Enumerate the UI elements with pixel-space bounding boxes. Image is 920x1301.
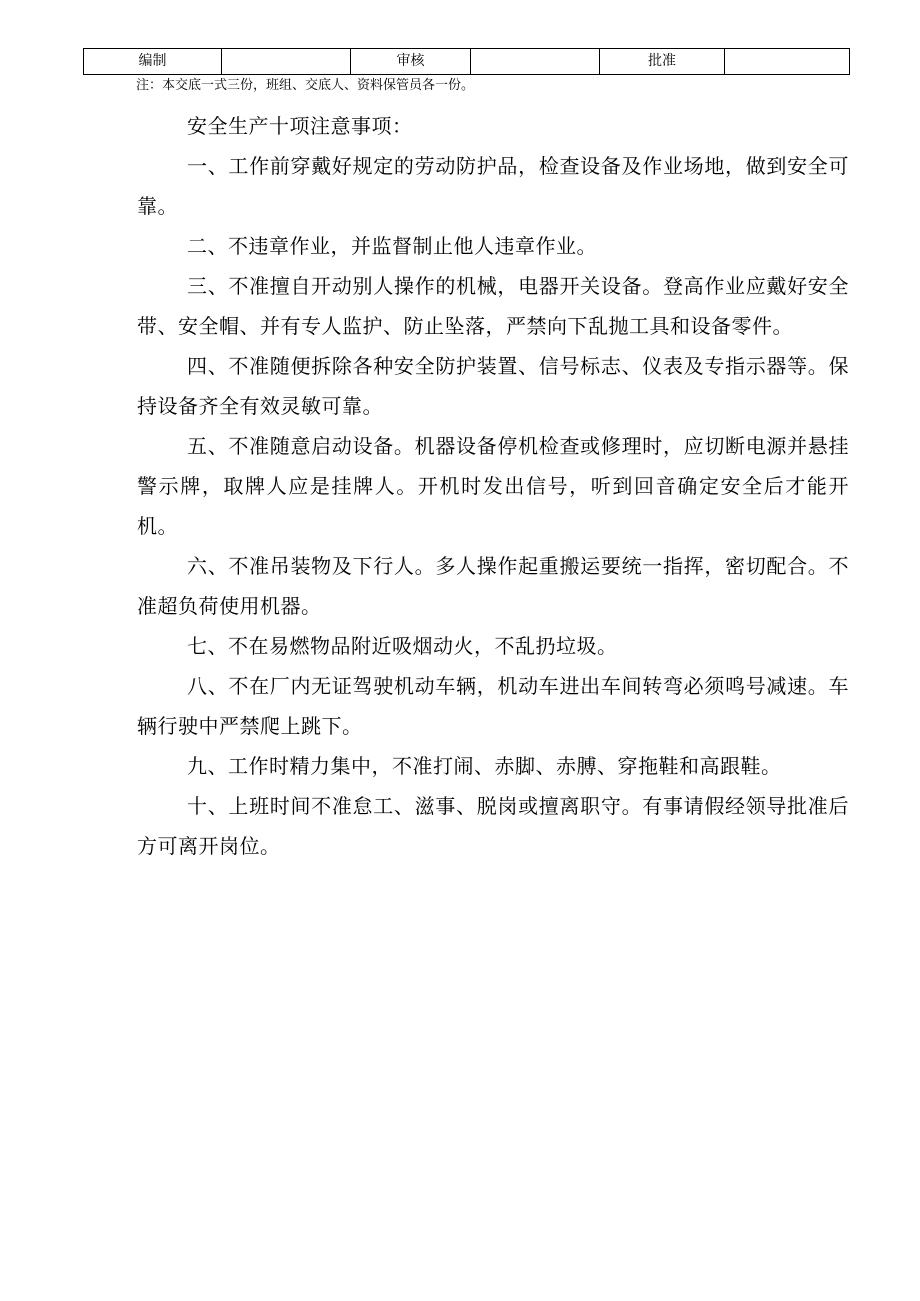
- section-title: 安全生产十项注意事项：: [187, 114, 413, 138]
- safety-rules: [137, 106, 849, 866]
- rule-item: 十、上班时间不准怠工、滋事、脱岗或擅离职守。有事请假经领导批准后方可离开岗位。: [137, 794, 849, 858]
- rule-item: 一、工作前穿戴好规定的劳动防护品，检查设备及作业场地，做到安全可靠。: [137, 154, 849, 218]
- rule-item: 四、不准随便拆除各种安全防护装置、信号标志、仪表及专指示器等。保持设备齐全有效灵敏可靠。: [137, 354, 849, 418]
- signature-table: [83, 48, 850, 75]
- signature-row: [84, 49, 850, 75]
- reviewed-by-value: [471, 49, 600, 75]
- rule-item: 九、工作时精力集中，不准打闹、赤脚、赤膊、穿拖鞋和高跟鞋。: [187, 754, 782, 778]
- rule-item: 八、不在厂内无证驾驶机动车辆，机动车进出车间转弯必须鸣号减速。车辆行驶中严禁爬上跳下。: [137, 674, 849, 738]
- approved-by-value: [725, 49, 850, 75]
- rule-item: 六、不准吊装物及下行人。多人操作起重搬运要统一指挥，密切配合。不准超负荷使用机器。: [137, 554, 849, 618]
- distribution-note: 注：本交底一式三份，班组、交底人、资料保管员各一份。: [136, 78, 475, 93]
- rule-item: 五、不准随意启动设备。机器设备停机检查或修理时，应切断电源并悬挂警示牌，取牌人应是挂牌人。开机时发出信号，听到回音确定安全后才能开机。: [137, 434, 849, 538]
- reviewed-by-label: 审核: [351, 49, 471, 75]
- rule-item: 二、不违章作业，并监督制止他人违章作业。: [187, 234, 597, 258]
- rule-item: 七、不在易燃物品附近吸烟动火，不乱扔垃圾。: [187, 634, 618, 658]
- compiled-by-label: 编制: [84, 49, 222, 75]
- compiled-by-value: [222, 49, 351, 75]
- rule-item: 三、不准擅自开动别人操作的机械，电器开关设备。登高作业应戴好安全带、安全帽、并有专人监护、防止坠落，严禁向下乱抛工具和设备零件。: [137, 274, 849, 338]
- approved-by-label: 批准: [600, 49, 725, 75]
